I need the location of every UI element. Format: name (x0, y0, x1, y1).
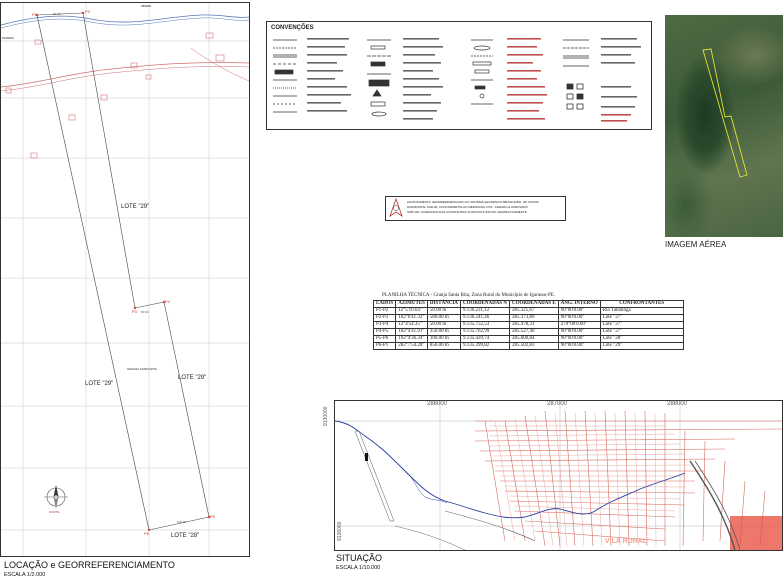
table-row (374, 329, 684, 336)
grid-label-e-2: 287000 (547, 401, 568, 407)
location-map-frame (0, 2, 250, 557)
grid-label-east: 285000 (141, 4, 152, 8)
table-cell: P4-P5 (374, 329, 396, 336)
table-cell: 9.135.762,99 (460, 329, 509, 336)
table-cell: 285.478,31 (510, 322, 559, 329)
table-cell: 9.136.241,46 (460, 315, 509, 322)
grid-label-e-1: 286000 (427, 401, 448, 407)
stamp-text-1: LEVANTAMENTO GEORREFERENCIADO AO SISTEMA GEODÉSICO BRASILEIRO, NO DATUM (407, 200, 539, 204)
planilha-table-wrap (373, 300, 684, 350)
georef-stamp (385, 196, 566, 221)
table-cell: Lote "27" (600, 315, 683, 322)
conventions-legend (266, 21, 652, 130)
table-cell: 50.00 m (427, 308, 460, 315)
table-cell: 90°00'0.00" (558, 315, 600, 322)
table-row (374, 308, 684, 315)
table-cell: 192°4'36.34" (396, 336, 428, 343)
north-label: NORTE (49, 510, 60, 514)
table-cell: 90°00'0.00" (558, 308, 600, 315)
table-cell: 50.00 m (427, 322, 460, 329)
vertex-label-p3: P3 (132, 309, 137, 314)
table-cell: Lote "29" (600, 343, 683, 350)
table-cell: 285.600,84 (510, 336, 559, 343)
col-coord-n: COORDENADAS N (460, 301, 509, 308)
lote-label-left: LOTE "29" (85, 381, 114, 387)
table-cell: 100.00 m (427, 336, 460, 343)
vertex-label-p2: P2 (85, 9, 90, 14)
table-cell: Lote "27" (600, 322, 683, 329)
location-map-caption: LOCAÇÃO e GEORREFERENCIAMENTO (4, 560, 175, 570)
town-label: VILA RURAL (605, 538, 648, 545)
grid-label-n-bottom: 9136000 (337, 521, 343, 541)
table-row (374, 315, 684, 322)
table-cell: P5-P6 (374, 336, 396, 343)
col-distancia: DISTÂNCIA (427, 301, 460, 308)
situation-caption: SITUAÇÃO (336, 553, 383, 563)
col-coord-e: COORDENADAS E (510, 301, 559, 308)
table-cell: 90°00'0.00" (558, 343, 600, 350)
situation-scale: ESCALA 1/10.000 (336, 565, 381, 571)
table-cell: 285.502,83 (510, 343, 559, 350)
vertex-label-p1: P1 (32, 12, 37, 17)
table-cell: P6-P1 (374, 343, 396, 350)
col-azimutes: AZIMUTES (396, 301, 428, 308)
table-cell: Rio Tabatinga (600, 308, 683, 315)
table-cell: 9.135.399,82 (460, 343, 509, 350)
table-cell: 850.00 m (427, 343, 460, 350)
lote-label-right: LOTE "29" (178, 375, 207, 381)
table-cell: 9.135.752,53 (460, 322, 509, 329)
table-cell: 12°4'54.35" (396, 322, 428, 329)
table-cell: Lote "28" (600, 336, 683, 343)
table-cell: 9.135.420,74 (460, 336, 509, 343)
planilha-title: PLANILHA TÉCNICA - Granja Santa Rita, Zona Rural do Município de Igarassu-PE. (382, 293, 556, 298)
table-cell: 90°00'0.00" (558, 336, 600, 343)
table-cell: 500.00 m (427, 315, 460, 322)
col-lados: LADOS (374, 301, 396, 308)
lote-label-bottom: LOTE "28" (171, 533, 200, 539)
location-map-scale: ESCALA 1/2.000 (4, 572, 46, 578)
table-row (374, 343, 684, 350)
vertex-label-p4: P4 (165, 299, 170, 304)
table-row (374, 336, 684, 343)
grid-label-e-3: 288000 (667, 401, 688, 407)
planilha-header-row (374, 301, 684, 308)
aerial-parcel-outline (665, 15, 783, 237)
property-center-label: GRANJA SANTA RITA (127, 367, 157, 371)
table-cell: 270°00'0.00" (558, 322, 600, 329)
table-cell: 9.136.231,12 (460, 308, 509, 315)
stamp-emblem-icon (388, 198, 404, 218)
table-cell: 102°6'41.32" (396, 315, 428, 322)
conventions-title: CONVENÇÕES (271, 25, 314, 31)
grid-label-n-top: 9130000 (323, 406, 329, 426)
table-cell: P3-P4 (374, 322, 396, 329)
planilha-table (373, 300, 684, 350)
table-cell: 102°4'41.91" (396, 329, 428, 336)
vertex-label-p6: P6 (144, 531, 149, 536)
stamp-text-2: HORIZONTAL SAD-69, CONCORRENTE AO MERIDIANO 27W - FERADO E APROVADO (407, 205, 528, 209)
lote-label-upper: LOTE "29" (121, 204, 150, 210)
svg-text:100.00: 100.00 (177, 520, 187, 524)
conventions-symbols (267, 22, 651, 129)
table-cell: 282°7'54.28" (396, 343, 428, 350)
table-cell: Lote "27" (600, 329, 683, 336)
aerial-image (665, 15, 783, 237)
stamp-text-3: SOB ORI. ACRESCIDA DAS CONSTANTES 10.000 KM E 500 KM, RESPECTIVAMENTE. (407, 210, 528, 214)
situation-map-drawing (335, 401, 782, 550)
table-cell: 285.373,89 (510, 315, 559, 322)
table-cell: P2-P3 (374, 315, 396, 322)
table-cell: 12°5'10.64" (396, 308, 428, 315)
table-cell: 285.325,67 (510, 308, 559, 315)
location-map-drawing (1, 3, 249, 556)
aerial-image-caption: IMAGEM AÉREA (665, 240, 727, 249)
vertex-label-p5: P5 (210, 514, 215, 519)
svg-text:50.00: 50.00 (53, 12, 61, 16)
table-row (374, 322, 684, 329)
col-ang-interno: ÂNG. INTERNO (558, 301, 600, 308)
col-confrontantes: CONFRONTANTES (600, 301, 683, 308)
table-cell: 350.00 m (427, 329, 460, 336)
table-cell: 285.527,40 (510, 329, 559, 336)
table-cell: P1-P2 (374, 308, 396, 315)
grid-label-north: 9136000 (2, 36, 14, 40)
situation-map (323, 400, 783, 551)
svg-text:50.00: 50.00 (141, 310, 149, 314)
table-cell: 90°00'0.00" (558, 329, 600, 336)
